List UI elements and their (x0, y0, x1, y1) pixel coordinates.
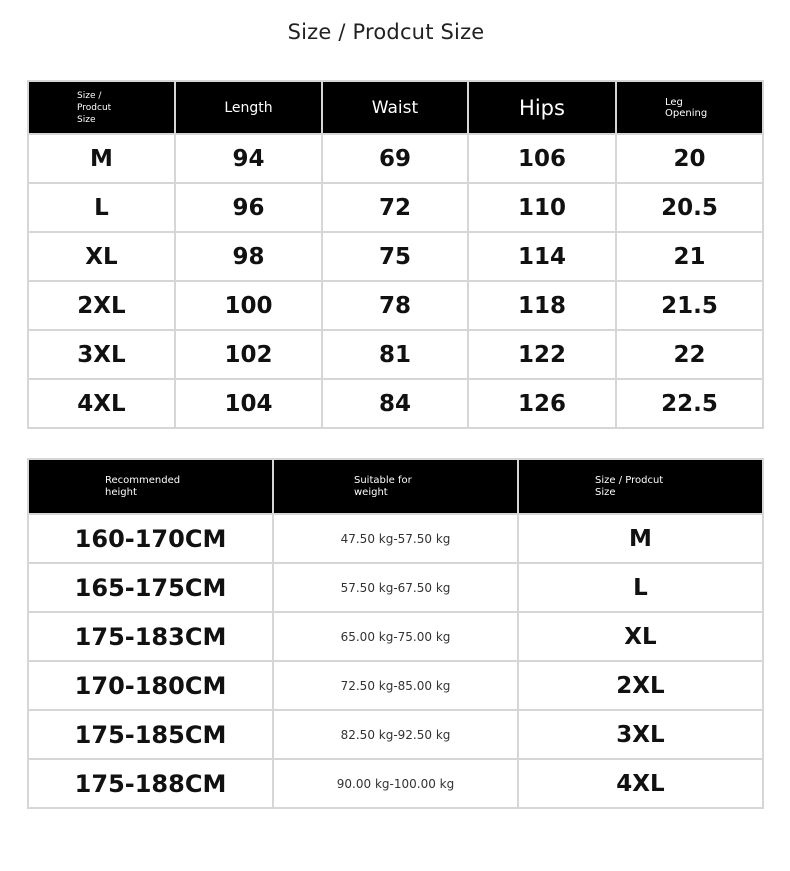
table-row (28, 563, 763, 612)
size-cell: 2XL (28, 281, 175, 330)
weight-cell: 65.00 kg-75.00 kg (273, 612, 518, 661)
table-row (28, 232, 763, 281)
header-weight-line: Suitable for (354, 474, 412, 486)
header-height-line: height (105, 486, 137, 498)
size-cell: 3XL (28, 330, 175, 379)
length-cell: 94 (175, 134, 322, 183)
header-height-line: Recommended (105, 474, 181, 486)
size-cell: M (518, 514, 763, 563)
table-row (28, 330, 763, 379)
waist-cell: 69 (322, 134, 468, 183)
size-cell: M (28, 134, 175, 183)
height-cell: 175-185CM (28, 710, 273, 759)
recommendation-table (27, 458, 764, 809)
header-leg-opening (616, 81, 763, 134)
header-size-line: Size / (77, 90, 102, 101)
hips-cell: 122 (468, 330, 616, 379)
table-row (28, 281, 763, 330)
table-header-row (28, 81, 763, 134)
weight-cell: 72.50 kg-85.00 kg (273, 661, 518, 710)
size-cell: 2XL (518, 661, 763, 710)
table-header-row (28, 459, 763, 514)
page-title: Size / Prodcut Size (287, 20, 485, 44)
length-cell: 98 (175, 232, 322, 281)
size-cell: 3XL (518, 710, 763, 759)
height-cell: 175-183CM (28, 612, 273, 661)
table-row (28, 514, 763, 563)
waist-cell: 72 (322, 183, 468, 232)
weight-cell: 47.50 kg-57.50 kg (273, 514, 518, 563)
header-size-line: Size (595, 486, 616, 498)
header-leg-line: Leg (665, 96, 683, 108)
hips-cell: 126 (468, 379, 616, 428)
size-cell: 4XL (28, 379, 175, 428)
length-cell: 102 (175, 330, 322, 379)
length-cell: 104 (175, 379, 322, 428)
length-cell: 100 (175, 281, 322, 330)
header-size-line: Size (77, 114, 96, 125)
table-row (28, 612, 763, 661)
hips-cell: 110 (468, 183, 616, 232)
header-leg-line: Opening (665, 107, 708, 119)
header-hips: Hips (468, 81, 616, 134)
table-row (28, 710, 763, 759)
waist-cell: 75 (322, 232, 468, 281)
leg-opening-cell: 21.5 (616, 281, 763, 330)
table-row (28, 759, 763, 808)
table-row (28, 183, 763, 232)
size-measurement-table (27, 80, 764, 429)
hips-cell: 114 (468, 232, 616, 281)
table-row (28, 661, 763, 710)
waist-cell: 84 (322, 379, 468, 428)
hips-cell: 106 (468, 134, 616, 183)
size-cell: L (28, 183, 175, 232)
weight-cell: 90.00 kg-100.00 kg (273, 759, 518, 808)
size-cell: 4XL (518, 759, 763, 808)
leg-opening-cell: 22 (616, 330, 763, 379)
header-size-line: Prodcut (77, 102, 112, 113)
hips-cell: 118 (468, 281, 616, 330)
table-row (28, 134, 763, 183)
waist-cell: 81 (322, 330, 468, 379)
length-cell: 96 (175, 183, 322, 232)
leg-opening-cell: 20 (616, 134, 763, 183)
weight-cell: 82.50 kg-92.50 kg (273, 710, 518, 759)
table-row (28, 379, 763, 428)
header-suitable-weight (273, 459, 518, 514)
header-size-line: Size / Prodcut (595, 474, 664, 486)
leg-opening-cell: 21 (616, 232, 763, 281)
header-size (518, 459, 763, 514)
size-cell: L (518, 563, 763, 612)
height-cell: 175-188CM (28, 759, 273, 808)
header-weight-line: weight (354, 486, 388, 498)
leg-opening-cell: 22.5 (616, 379, 763, 428)
header-size (28, 81, 175, 134)
waist-cell: 78 (322, 281, 468, 330)
leg-opening-cell: 20.5 (616, 183, 763, 232)
height-cell: 170-180CM (28, 661, 273, 710)
height-cell: 160-170CM (28, 514, 273, 563)
header-recommended-height (28, 459, 273, 514)
weight-cell: 57.50 kg-67.50 kg (273, 563, 518, 612)
header-waist: Waist (322, 81, 468, 134)
size-cell: XL (28, 232, 175, 281)
header-length: Length (175, 81, 322, 134)
height-cell: 165-175CM (28, 563, 273, 612)
size-cell: XL (518, 612, 763, 661)
